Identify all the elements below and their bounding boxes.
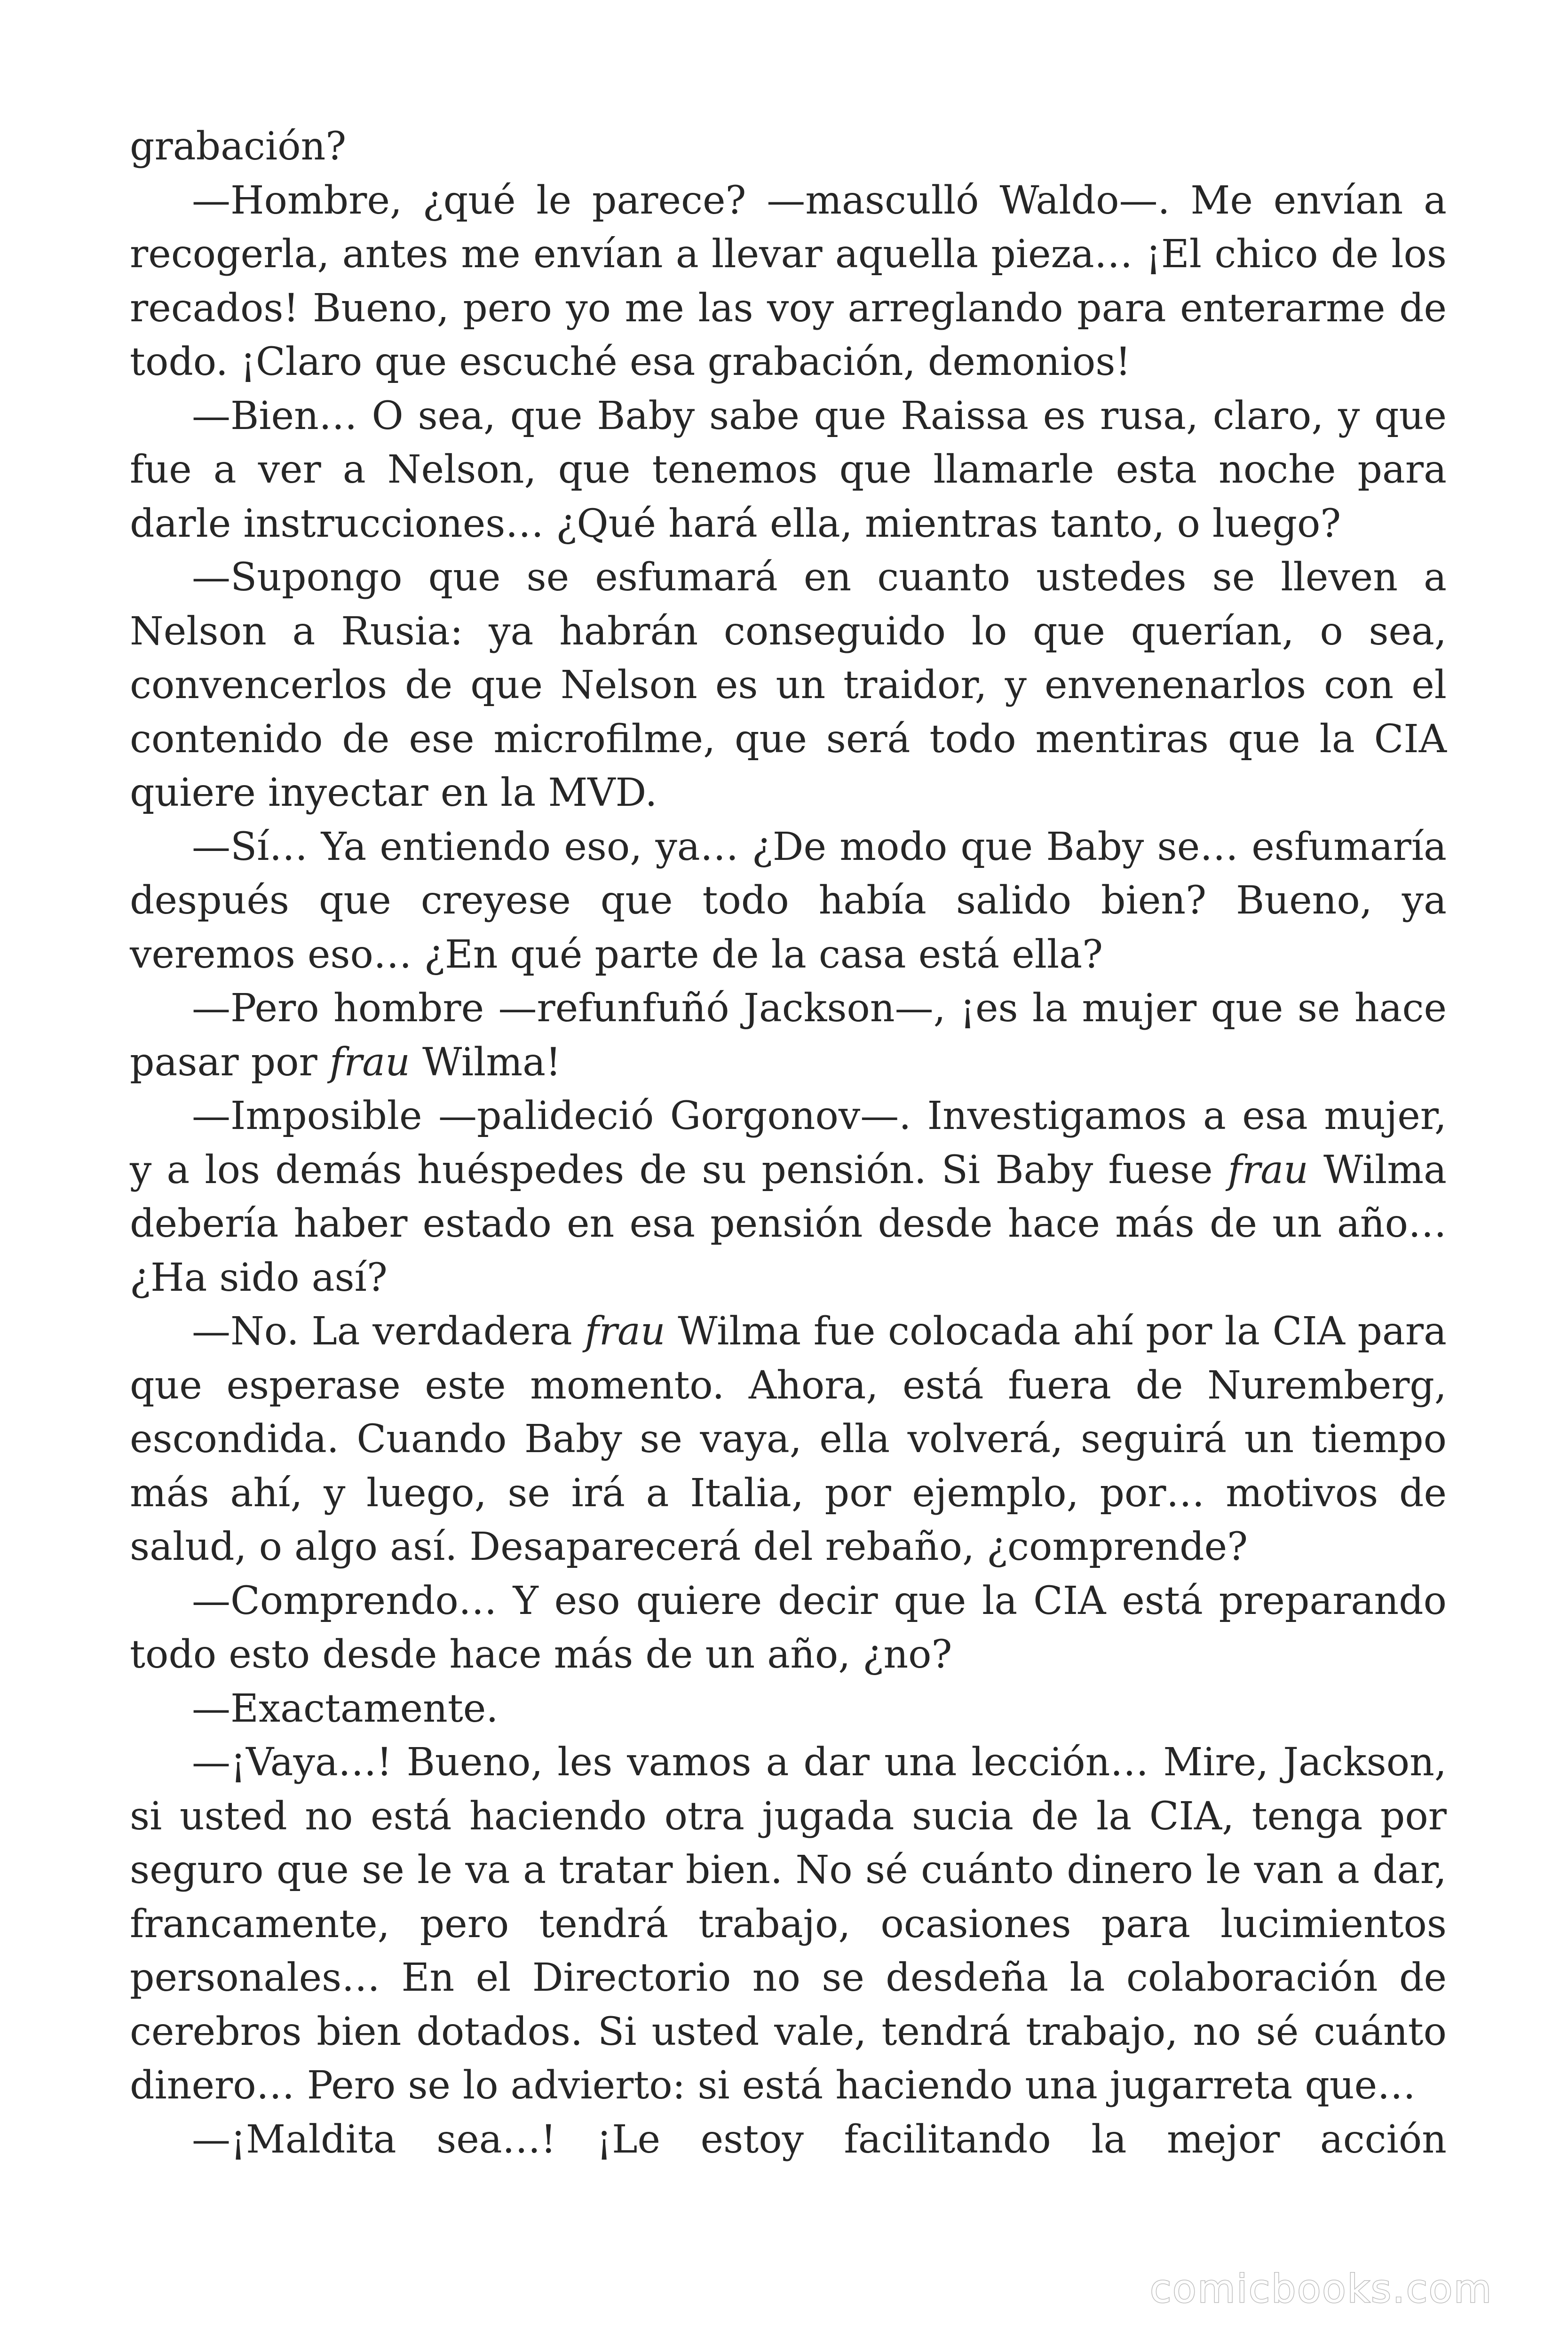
paragraph-text: Wilma debería haber estado en esa pensión desde hace más de un año… ¿Ha sido así? xyxy=(130,1147,1447,1300)
paragraph-text: —Sí… Ya entiendo eso, ya… ¿De modo que Baby se… esfumaría después que creyese que todo había salido bien? Bueno, ya veremos eso… ¿En qué parte de la casa está ella? xyxy=(130,824,1447,977)
paragraph-text: —Comprendo… Y eso quiere decir que la CIA está preparando todo esto desde hace más de un año, ¿no? xyxy=(130,1578,1447,1677)
watermark: comicbooks.com xyxy=(1150,2267,1493,2312)
paragraph xyxy=(130,389,1447,551)
paragraph-text: grabación? xyxy=(130,124,347,169)
paragraph xyxy=(130,1736,1447,2113)
paragraph xyxy=(130,120,1447,174)
paragraph xyxy=(130,174,1447,389)
paragraph-text: —Pero hombre —refunfuñó Jackson—, ¡es la mujer que se hace pasar por xyxy=(130,986,1447,1085)
paragraph-text: —Bien… O sea, que Baby sabe que Raissa es rusa, claro, y que fue a ver a Nelson, que tenemos que llamarle esta noche para darle instrucciones… ¿Qué hará ella, mientras tanto, o luego? xyxy=(130,393,1447,546)
paragraph xyxy=(130,820,1447,982)
paragraph-text: —¡Vaya…! Bueno, les vamos a dar una lección… Mire, Jackson, si usted no está haciendo otra jugada sucia de la CIA, tenga por seguro que se le va a tratar bien. No sé cuánto dinero le van a dar, francamente, pero tendrá trabajo, ocasiones para lucimientos personales… En el Directorio no se desdeña la colaboración de cerebros bien dotados. Si usted vale, tendrá trabajo, no sé cuánto dinero… Pero se lo advierto: si está haciendo una jugarreta que… xyxy=(130,1740,1447,2108)
paragraph-text: —No. La verdadera xyxy=(192,1309,585,1354)
italic-text: frau xyxy=(1227,1147,1308,1192)
page-body xyxy=(130,120,1447,2167)
paragraph-text: Wilma fue colocada ahí por la CIA para que esperase este momento. Ahora, está fuera de Nuremberg, escondida. Cuando Baby se vaya, ella volverá, seguirá un tiempo más ahí, y luego, se irá a Italia, por ejemplo, por… motivos de salud, o algo así. Desaparecerá del rebaño, ¿comprende? xyxy=(130,1309,1447,1569)
paragraph-text: —Imposible —palideció Gorgonov—. Investigamos a esa mujer, y a los demás huéspedes de su pensión. Si Baby fuese xyxy=(130,1094,1447,1192)
paragraph xyxy=(130,1574,1447,1682)
paragraph xyxy=(130,1305,1447,1574)
paragraph-text: —Hombre, ¿qué le parece? —masculló Waldo—. Me envían a recogerla, antes me envían a llevar aquella pieza… ¡El chico de los recados! Bueno, pero yo me las voy arreglando para enterarme de todo. ¡Claro que escuché esa grabación, demonios! xyxy=(130,178,1447,384)
paragraph xyxy=(130,551,1447,820)
paragraph-text: Wilma! xyxy=(410,1040,561,1085)
paragraph xyxy=(130,982,1447,1089)
paragraph xyxy=(130,1089,1447,1305)
paragraph xyxy=(130,1682,1447,1736)
paragraph xyxy=(130,2113,1447,2167)
paragraph-text: —Supongo que se esfumará en cuanto ustedes se lleven a Nelson a Rusia: ya habrán conseguido lo que querían, o sea, convencerlos de que Nelson es un traidor, y envenenarlos con el contenido de ese microfilme, que será todo mentiras que la CIA quiere inyectar en la MVD. xyxy=(130,555,1447,815)
italic-text: frau xyxy=(329,1040,410,1085)
paragraph-text: —¡Maldita sea…! ¡Le estoy facilitando la mejor acción xyxy=(192,2117,1447,2162)
paragraph-text: —Exactamente. xyxy=(192,1686,499,1731)
italic-text: frau xyxy=(585,1309,665,1354)
